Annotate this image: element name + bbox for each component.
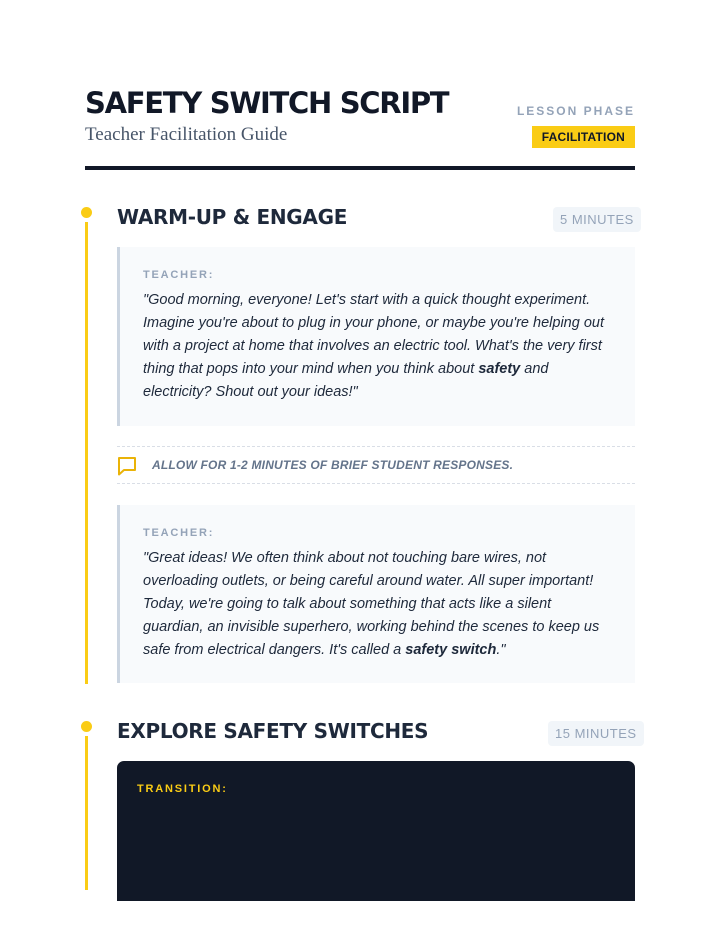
page-title: SAFETY SWITCH SCRIPT <box>85 86 449 120</box>
transition-card <box>117 761 635 901</box>
lesson-phase <box>517 104 635 148</box>
speaker-label: TEACHER: <box>143 269 215 281</box>
emphasis: safety switch <box>405 642 497 658</box>
teacher-script-card <box>117 247 635 426</box>
page-subtitle: Teacher Facilitation Guide <box>85 124 288 145</box>
section-title-warm-up: WARM-UP & ENGAGE <box>117 205 348 229</box>
section-duration-warm-up: 5 MINUTES <box>553 207 641 232</box>
script-text: "Great ideas! We often think about not touching bare wires, not overloading outlets, or being careful around water. All super important! Today, we're going to talk about something that acts like a silent guardian, an invisible superhero, working behind the scenes to keep us safe from electrical dangers. It's called a safety switch." <box>143 550 600 658</box>
timeline-dot <box>81 721 92 732</box>
teacher-script-card <box>117 505 635 683</box>
section-title-explore: EXPLORE SAFETY SWITCHES <box>117 719 429 743</box>
facilitation-note <box>117 446 635 484</box>
timeline-line <box>85 736 88 890</box>
emphasis: safety <box>478 361 521 377</box>
timeline-dot <box>81 207 92 218</box>
script-text: "Good morning, everyone! Let's start with a quick thought experiment. Imagine you're about to plug in your phone, or maybe you're helping out with a project at home that involves an electric tool. What's the very first thing that pops into your mind when you think about safety and electricity? Shout out your ideas!" <box>143 292 604 400</box>
lesson-phase-label: LESSON PHASE <box>516 104 635 118</box>
transition-label: TRANSITION: <box>137 783 228 795</box>
page-header <box>85 86 635 170</box>
speaker-label: TEACHER: <box>143 527 215 539</box>
timeline-line <box>85 222 88 684</box>
speech-bubble-icon <box>117 456 137 476</box>
facilitation-note-text: ALLOW FOR 1-2 MINUTES OF BRIEF STUDENT RESPONSES. <box>152 458 514 472</box>
section-duration-explore: 15 MINUTES <box>548 721 644 746</box>
lesson-phase-badge: FACILITATION <box>532 126 635 148</box>
